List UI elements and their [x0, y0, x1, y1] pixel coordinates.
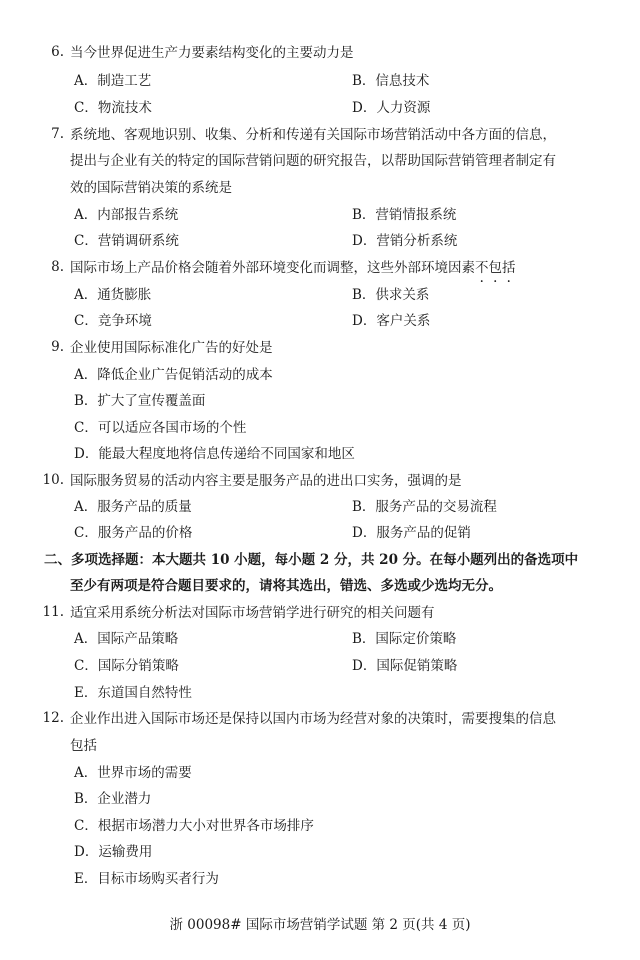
option-c: C．竞争环境 — [74, 313, 152, 329]
option-d: D．运输费用 — [74, 844, 153, 860]
option-a: A．世界市场的需要 — [74, 765, 192, 781]
option-a: A．服务产品的质量 — [74, 499, 192, 515]
question-stem — [70, 259, 516, 277]
question-number: 10. — [42, 472, 64, 488]
option-e: E．东道国自然特性 — [74, 685, 192, 701]
option-c: C．根据市场潜力大小对世界各市场排序 — [74, 818, 314, 834]
question-number: 8. — [51, 259, 64, 275]
question-number: 9. — [51, 339, 64, 355]
question-stem-line-2: 提出与企业有关的特定的国际营销问题的研究报告，以帮助国际营销管理者制定有 — [70, 153, 556, 169]
option-d: D．能最大程度地将信息传递给不同国家和地区 — [74, 446, 355, 462]
option-b: B．国际定价策略 — [352, 631, 457, 647]
option-b: B．营销情报系统 — [352, 207, 457, 223]
option-c: C．营销调研系统 — [74, 233, 179, 249]
page-footer: 浙 00098# 国际市场营销学试题 第 2 页(共 4 页) — [169, 917, 471, 933]
question-stem: 当今世界促进生产力要素结构变化的主要动力是 — [70, 45, 354, 61]
option-d: D．服务产品的促销 — [352, 525, 471, 541]
option-b: B．信息技术 — [352, 73, 430, 89]
option-e: E．目标市场购买者行为 — [74, 871, 219, 887]
option-b: B．扩大了宣传覆盖面 — [74, 393, 206, 409]
option-a: A．降低企业广告促销活动的成本 — [74, 367, 273, 383]
option-b: B．供求关系 — [352, 287, 430, 303]
emphasis-char: 括 — [502, 260, 516, 276]
question-stem: 企业使用国际标准化广告的好处是 — [70, 340, 273, 356]
question-number: 12. — [42, 710, 64, 726]
section-heading-line-1: 二、多项选择题：本大题共 10 小题，每小题 2 分，共 20 分。在每小题列出的备选项中 — [44, 552, 579, 568]
question-stem-line-2: 包括 — [70, 738, 97, 754]
question-stem-line-1: 系统地、客观地识别、收集、分析和传递有关国际市场营销活动中各方面的信息， — [70, 127, 556, 143]
option-d: D．国际促销策略 — [352, 658, 458, 674]
option-a: A．内部报告系统 — [74, 207, 179, 223]
option-a: A．制造工艺 — [74, 73, 152, 89]
emphasis-char: 包 — [488, 260, 502, 276]
option-a: A．通货膨胀 — [74, 287, 152, 303]
option-b: B．服务产品的交易流程 — [352, 499, 497, 515]
option-c: C．物流技术 — [74, 100, 152, 116]
option-d: D．客户关系 — [352, 313, 431, 329]
option-d: D．营销分析系统 — [352, 233, 458, 249]
option-c: C．可以适应各国市场的个性 — [74, 420, 247, 436]
option-b: B．企业潜力 — [74, 791, 152, 807]
option-c: C．国际分销策略 — [74, 658, 179, 674]
question-number: 7. — [51, 126, 64, 142]
question-stem-line-3: 效的国际营销决策的系统是 — [70, 180, 232, 196]
question-stem-line-1: 企业作出进入国际市场还是保持以国内市场为经营对象的决策时，需要搜集的信息 — [70, 711, 556, 727]
question-stem: 国际服务贸易的活动内容主要是服务产品的进出口实务，强调的是 — [70, 473, 462, 489]
question-number: 6. — [51, 44, 64, 60]
option-a: A．国际产品策略 — [74, 631, 179, 647]
emphasis-char: 不 — [475, 260, 489, 276]
question-number: 11. — [42, 604, 64, 620]
option-d: D．人力资源 — [352, 100, 431, 116]
question-stem-main: 国际市场上产品价格会随着外部环境变化而调整，这些外部环境因素 — [70, 260, 475, 276]
question-stem: 适宜采用系统分析法对国际市场营销学进行研究的相关问题有 — [70, 605, 435, 621]
option-c: C．服务产品的价格 — [74, 525, 193, 541]
section-heading-line-2: 至少有两项是符合题目要求的，请将其选出，错选、多选或少选均无分。 — [70, 578, 502, 594]
